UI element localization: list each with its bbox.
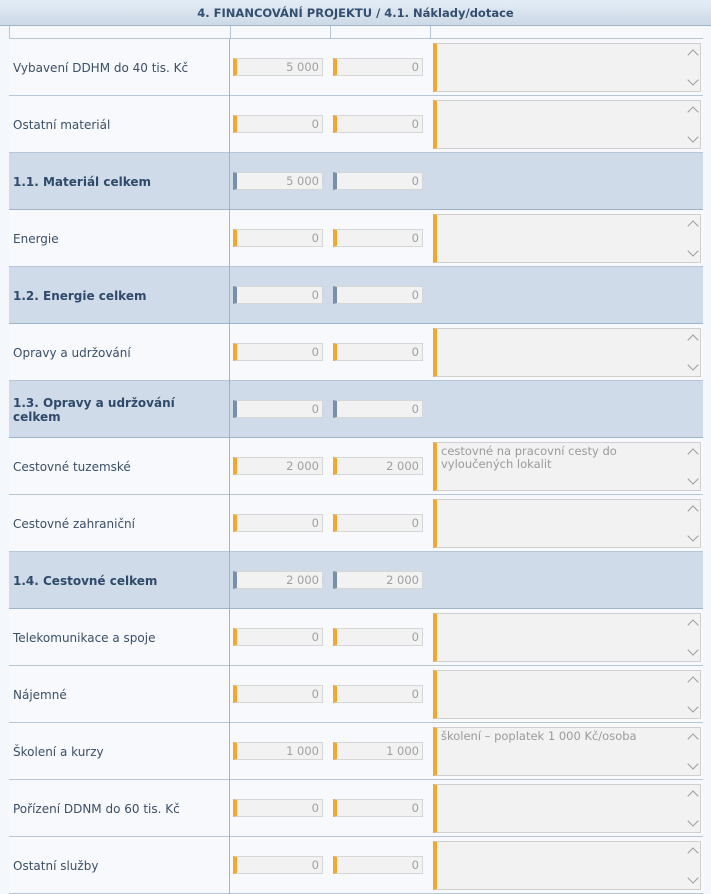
cost-field[interactable]: 5 000 xyxy=(233,58,323,76)
column-divider xyxy=(229,666,230,723)
total-cost-field: 2 000 xyxy=(233,571,323,589)
scroll-up-icon[interactable] xyxy=(689,504,697,518)
subsidy-field[interactable]: 0 xyxy=(333,58,423,76)
scroll-up-icon[interactable] xyxy=(689,219,697,233)
row-label: Cestovné zahraniční xyxy=(13,516,135,531)
scroll-up-icon[interactable] xyxy=(689,846,697,860)
scroll-up-icon[interactable] xyxy=(689,48,697,62)
cost-field[interactable]: 0 xyxy=(233,856,323,874)
row-label: Ostatní materiál xyxy=(13,117,111,132)
row-label: Energie xyxy=(13,231,59,246)
column-divider xyxy=(229,96,230,153)
comment-textarea[interactable] xyxy=(433,670,701,719)
column-divider xyxy=(229,723,230,780)
total-row xyxy=(9,153,703,210)
cost-field[interactable]: 0 xyxy=(233,799,323,817)
subsidy-field[interactable]: 2 000 xyxy=(333,457,423,475)
scroll-down-icon[interactable] xyxy=(689,475,697,486)
scroll-down-icon[interactable] xyxy=(689,646,697,657)
comment-textarea[interactable] xyxy=(433,43,701,92)
subsidy-field[interactable]: 0 xyxy=(333,628,423,646)
scroll-down-icon[interactable] xyxy=(689,133,697,144)
row-label: 1.2. Energie celkem xyxy=(13,288,147,303)
row-label: Opravy a udržování xyxy=(13,345,131,360)
scroll-down-icon[interactable] xyxy=(689,76,697,87)
column-divider xyxy=(229,552,230,609)
cost-field[interactable]: 2 000 xyxy=(233,457,323,475)
scroll-up-icon[interactable] xyxy=(689,732,697,746)
section-header xyxy=(0,0,711,26)
scroll-down-icon[interactable] xyxy=(689,532,697,543)
comment-textarea[interactable] xyxy=(433,499,701,548)
column-divider xyxy=(229,381,230,438)
cost-field[interactable]: 0 xyxy=(233,229,323,247)
row-label: Telekomunikace a spoje xyxy=(13,630,156,645)
table-row xyxy=(9,780,703,837)
cost-table xyxy=(9,26,703,894)
scroll-up-icon[interactable] xyxy=(689,447,697,461)
scroll-down-icon[interactable] xyxy=(689,247,697,258)
table-row xyxy=(9,723,703,780)
scroll-up-icon[interactable] xyxy=(689,105,697,119)
total-subsidy-field: 0 xyxy=(333,172,423,190)
row-label: 1.3. Opravy a udržování celkem xyxy=(13,395,175,424)
subsidy-field[interactable]: 0 xyxy=(333,799,423,817)
total-row xyxy=(9,267,703,324)
table-row xyxy=(9,210,703,267)
total-cost-field: 0 xyxy=(233,286,323,304)
scroll-up-icon[interactable] xyxy=(689,789,697,803)
table-row xyxy=(9,495,703,552)
cost-field[interactable]: 0 xyxy=(233,685,323,703)
row-label: Vybavení DDHM do 40 tis. Kč xyxy=(13,60,189,75)
column-divider xyxy=(229,210,230,267)
total-subsidy-field: 0 xyxy=(333,400,423,418)
comment-textarea[interactable] xyxy=(433,442,701,491)
table-row xyxy=(9,666,703,723)
total-subsidy-field: 2 000 xyxy=(333,571,423,589)
row-label: Školení a kurzy xyxy=(13,744,104,759)
column-divider xyxy=(229,837,230,894)
scroll-up-icon[interactable] xyxy=(689,675,697,689)
table-row xyxy=(9,96,703,153)
subsidy-field[interactable]: 1 000 xyxy=(333,742,423,760)
subsidy-field[interactable]: 0 xyxy=(333,229,423,247)
subsidy-field[interactable]: 0 xyxy=(333,856,423,874)
table-row xyxy=(9,438,703,495)
column-divider xyxy=(229,609,230,666)
cost-field[interactable]: 0 xyxy=(233,343,323,361)
total-cost-field: 0 xyxy=(233,400,323,418)
comment-textarea[interactable] xyxy=(433,841,701,890)
table-row xyxy=(9,39,703,96)
total-row xyxy=(9,381,703,438)
cost-field[interactable]: 0 xyxy=(233,115,323,133)
subsidy-field[interactable]: 0 xyxy=(333,514,423,532)
column-divider xyxy=(229,267,230,324)
comment-textarea[interactable] xyxy=(433,784,701,833)
cost-field[interactable]: 1 000 xyxy=(233,742,323,760)
scroll-down-icon[interactable] xyxy=(689,760,697,771)
scroll-down-icon[interactable] xyxy=(689,361,697,372)
column-divider xyxy=(229,780,230,837)
row-label: 1.4. Cestovné celkem xyxy=(13,573,158,588)
row-label: Pořízení DDNM do 60 tis. Kč xyxy=(13,801,180,816)
cost-field[interactable]: 0 xyxy=(233,514,323,532)
comment-textarea[interactable] xyxy=(433,328,701,377)
scroll-down-icon[interactable] xyxy=(689,874,697,885)
comment-textarea[interactable] xyxy=(433,100,701,149)
comment-textarea[interactable] xyxy=(433,613,701,662)
comment-text: cestovné na pracovní cesty do vyloučených lokalit xyxy=(441,444,617,471)
row-label: Ostatní služby xyxy=(13,858,99,873)
column-divider xyxy=(229,153,230,210)
subsidy-field[interactable]: 0 xyxy=(333,115,423,133)
table-row xyxy=(9,609,703,666)
section-title: 4. FINANCOVÁNÍ PROJEKTU / 4.1. Náklady/dotace xyxy=(197,6,514,20)
scroll-up-icon[interactable] xyxy=(689,618,697,632)
table-row xyxy=(9,837,703,894)
scroll-up-icon[interactable] xyxy=(689,333,697,347)
comment-textarea[interactable] xyxy=(433,214,701,263)
comment-textarea[interactable] xyxy=(433,727,701,776)
row-label: Nájemné xyxy=(13,687,67,702)
comment-text: školení – poplatek 1 000 Kč/osoba xyxy=(441,729,637,743)
row-label: Cestovné tuzemské xyxy=(13,459,131,474)
column-divider xyxy=(229,495,230,552)
cost-field[interactable]: 0 xyxy=(233,628,323,646)
scroll-down-icon[interactable] xyxy=(689,817,697,828)
total-row xyxy=(9,552,703,609)
total-cost-field: 5 000 xyxy=(233,172,323,190)
subsidy-field[interactable]: 0 xyxy=(333,343,423,361)
table-header-stub xyxy=(9,26,703,39)
column-divider xyxy=(229,39,230,96)
scroll-down-icon[interactable] xyxy=(689,703,697,714)
column-divider xyxy=(229,438,230,495)
table-body xyxy=(9,39,703,894)
subsidy-field[interactable]: 0 xyxy=(333,685,423,703)
row-label: 1.1. Materiál celkem xyxy=(13,174,151,189)
column-divider xyxy=(229,324,230,381)
total-subsidy-field: 0 xyxy=(333,286,423,304)
table-row xyxy=(9,324,703,381)
